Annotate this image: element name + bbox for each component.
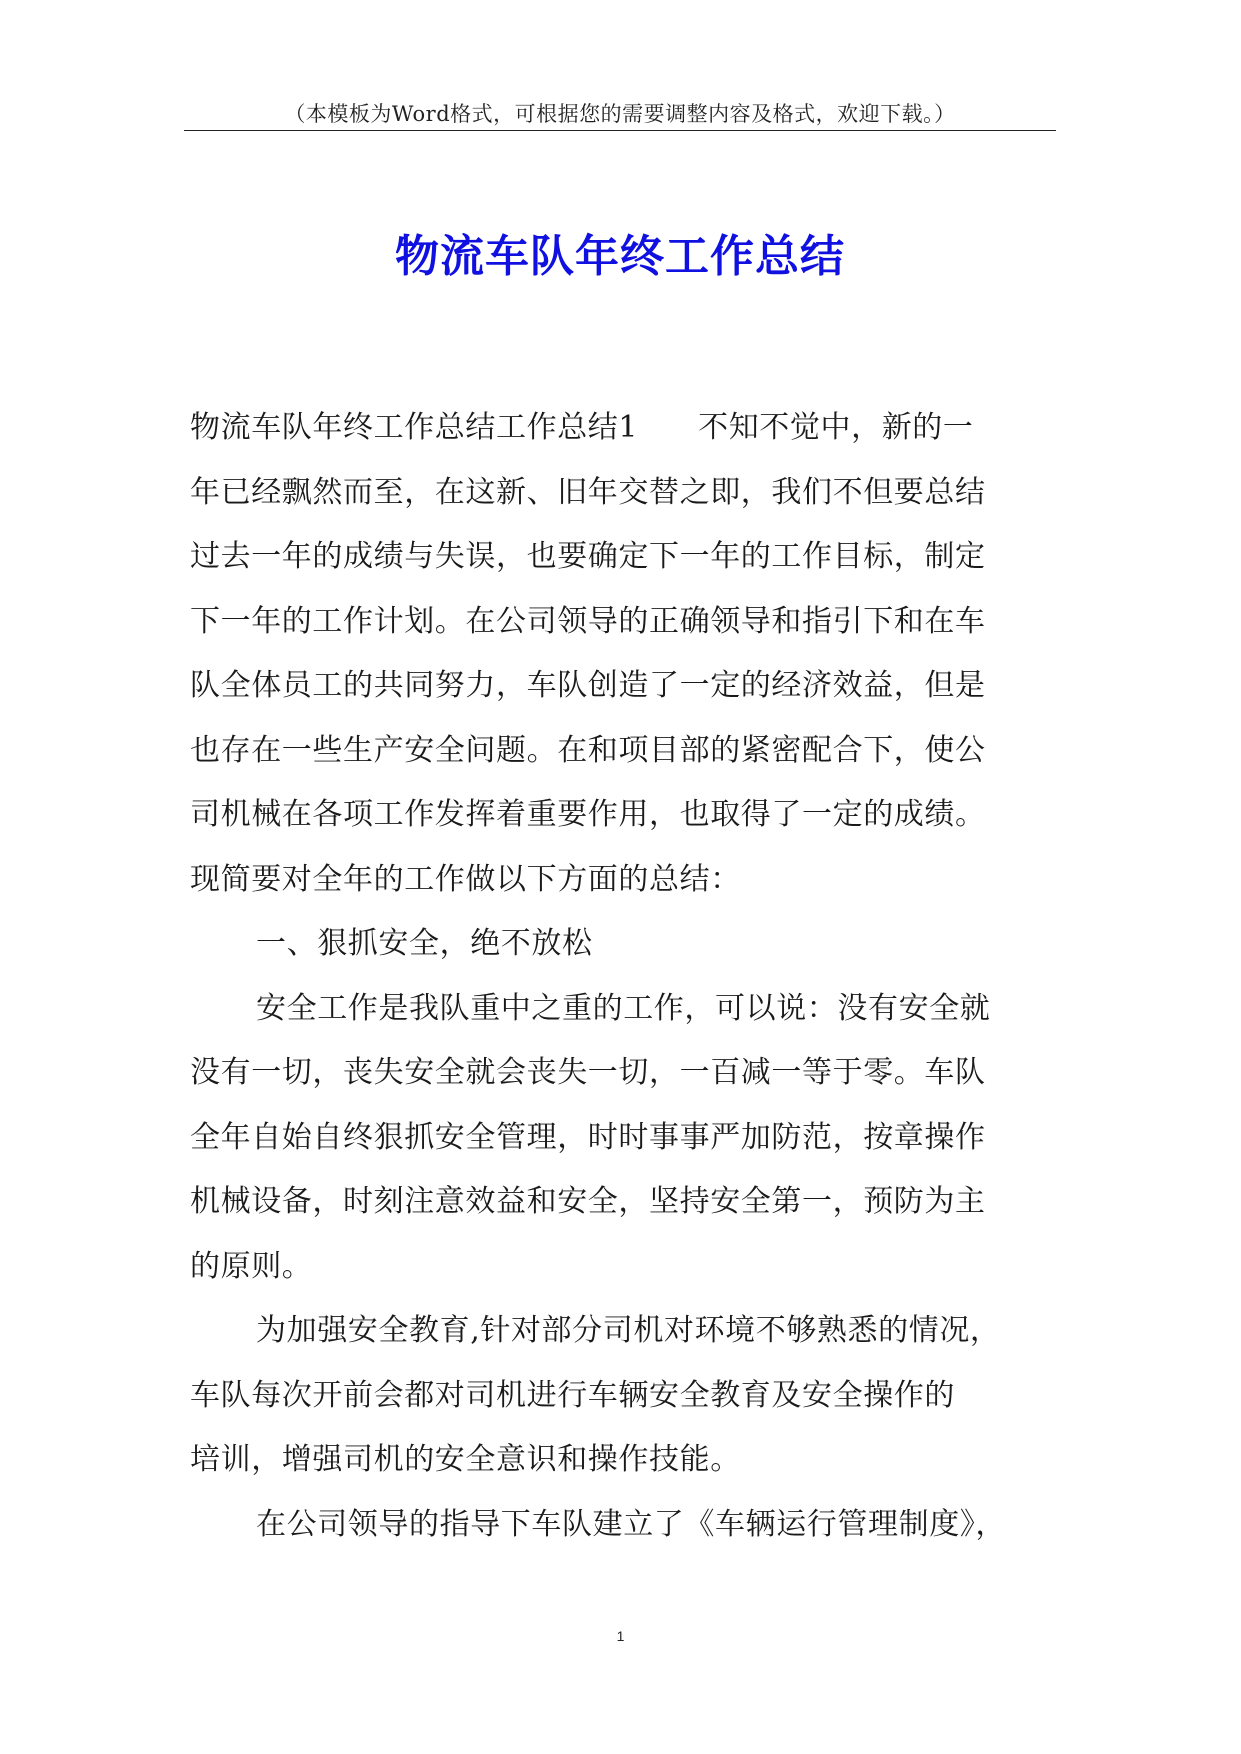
body-line: 为加强安全教育,针对部分司机对环境不够熟悉的情况， [256, 1313, 1001, 1348]
template-note: （本模板为Word格式，可根据您的需要调整内容及格式，欢迎下载。） [284, 102, 956, 126]
section-heading: 一、狠抓安全，绝不放松 [256, 926, 593, 961]
body-line: 全年自始自终狠抓安全管理，时时事事严加防范，按章操作 [190, 1119, 986, 1155]
body-line: 车队每次开前会都对司机进行车辆安全教育及安全操作的 [190, 1377, 955, 1413]
body-line: 没有一切，丧失安全就会丧失一切，一百减一等于零。车队 [190, 1055, 986, 1090]
body-line: 机械设备，时刻注意效益和安全，坚持安全第一，预防为主 [190, 1184, 986, 1219]
body-line: 培训，增强司机的安全意识和操作技能。 [190, 1442, 741, 1477]
body-line: 过去一年的成绩与失误，也要确定下一年的工作目标，制定 [190, 539, 986, 574]
body-line: 也存在一些生产安全问题。在和项目部的紧密配合下，使公 [190, 732, 986, 768]
body-line: 在公司领导的指导下车队建立了《车辆运行管理制度》， [256, 1506, 1006, 1542]
body-line-text: 不知不觉中，新的一 [698, 410, 974, 445]
document-title: 物流车队年终工作总结 [395, 231, 845, 282]
document-body [190, 396, 1070, 1557]
body-line [190, 396, 1070, 461]
page-number: 1 [616, 1628, 625, 1644]
body-line: 司机械在各项工作发挥着重要作用，也取得了一定的成绩。 [190, 797, 986, 832]
body-line: 下一年的工作计划。在公司领导的正确领导和指引下和在车 [190, 603, 986, 639]
body-line: 队全体员工的共同努力，车队创造了一定的经济效益，但是 [190, 668, 986, 703]
body-line: 年已经飘然而至，在这新、旧年交替之即，我们不但要总结 [190, 474, 986, 510]
header-divider [184, 130, 1056, 131]
body-line: 现简要对全年的工作做以下方面的总结： [190, 861, 741, 897]
body-line: 的原则。 [190, 1248, 313, 1284]
body-line: 安全工作是我队重中之重的工作，可以说：没有安全就 [256, 990, 991, 1026]
body-line-text: 物流车队年终工作总结工作总结1 [190, 410, 639, 445]
